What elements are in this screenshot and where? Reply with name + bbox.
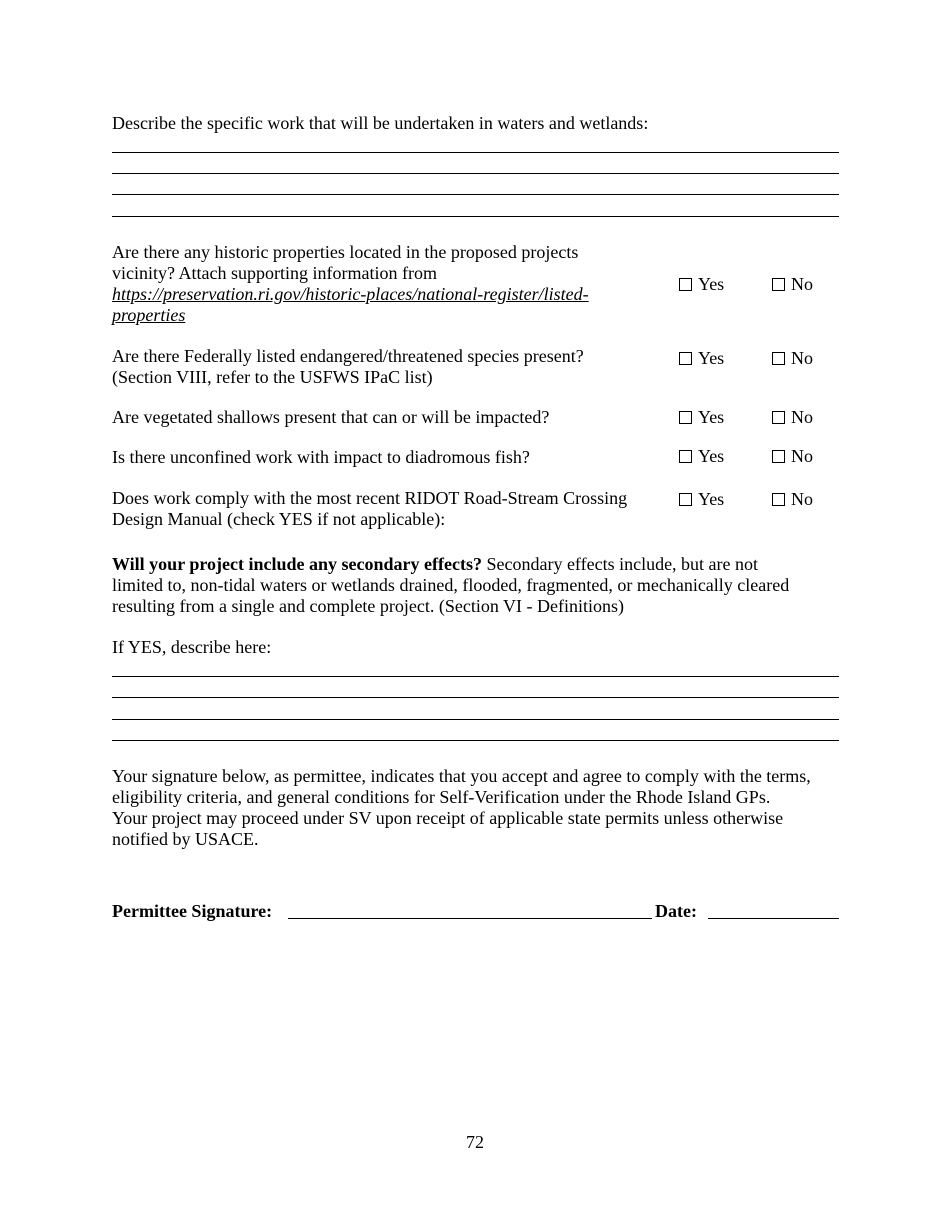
checkbox-icon[interactable]	[772, 411, 785, 424]
checkbox-icon[interactable]	[772, 352, 785, 365]
checkbox-icon[interactable]	[772, 278, 785, 291]
diadromous-fish-yes-checkbox[interactable]	[679, 446, 724, 467]
work-description-line-2[interactable]	[112, 173, 839, 174]
secondary-effects-paragraph	[112, 554, 852, 617]
secondary-effects-line-2: limited to, non-tidal waters or wetlands drained, flooded, fragmented, or mechanically cleared	[112, 575, 790, 595]
question-endangered-species	[112, 346, 672, 388]
checkbox-icon[interactable]	[679, 493, 692, 506]
historic-properties-yes-checkbox[interactable]	[679, 274, 724, 295]
checkbox-icon[interactable]	[679, 450, 692, 463]
secondary-description-line-1[interactable]	[112, 676, 839, 677]
vegetated-shallows-yes-checkbox[interactable]	[679, 407, 724, 428]
checkbox-icon[interactable]	[772, 450, 785, 463]
agreement-line: eligibility criteria, and general conditions for Self-Verification under the Rhode Island GPs.	[112, 787, 771, 807]
work-description-prompt: Describe the specific work that will be undertaken in waters and wetlands:	[112, 113, 649, 133]
no-label: No	[791, 348, 813, 368]
work-description-line-1[interactable]	[112, 152, 839, 153]
no-label: No	[791, 446, 813, 466]
ridot-compliance-no-checkbox[interactable]	[772, 489, 813, 510]
signature-row	[112, 901, 839, 923]
permittee-signature-field[interactable]	[288, 901, 652, 919]
no-label: No	[791, 489, 813, 509]
if-yes-prompt: If YES, describe here:	[112, 637, 272, 657]
question-diadromous-fish	[112, 447, 672, 468]
secondary-description-line-3[interactable]	[112, 719, 839, 720]
historic-properties-no-checkbox[interactable]	[772, 274, 813, 295]
yes-label: Yes	[698, 489, 725, 509]
date-field[interactable]	[708, 901, 839, 919]
agreement-line: Your project may proceed under SV upon receipt of applicable state permits unless otherwise	[112, 808, 784, 828]
secondary-effects-definition: Secondary effects include, but are not	[481, 554, 759, 574]
no-label: No	[791, 274, 813, 294]
ridot-compliance-yes-checkbox[interactable]	[679, 489, 724, 510]
checkbox-icon[interactable]	[679, 278, 692, 291]
date-label: Date:	[655, 901, 697, 921]
checkbox-icon[interactable]	[679, 411, 692, 424]
work-description-line-4[interactable]	[112, 216, 839, 217]
question-text-line: Are there any historic properties located in the proposed projects	[112, 242, 579, 262]
question-text-line: (Section VIII, refer to the USFWS IPaC list)	[112, 367, 433, 387]
question-ridot-compliance	[112, 488, 672, 530]
secondary-effects-question: Will your project include any secondary effects?	[112, 554, 482, 574]
agreement-line: notified by USACE.	[112, 829, 259, 849]
question-text-line: Does work comply with the most recent RIDOT Road-Stream Crossing	[112, 488, 628, 508]
checkbox-icon[interactable]	[772, 493, 785, 506]
no-label: No	[791, 407, 813, 427]
question-text-line: Are there Federally listed endangered/threatened species present?	[112, 346, 584, 366]
yes-label: Yes	[698, 348, 725, 368]
yes-label: Yes	[698, 407, 725, 427]
vegetated-shallows-no-checkbox[interactable]	[772, 407, 813, 428]
question-vegetated-shallows	[112, 407, 672, 428]
secondary-effects-line-3: resulting from a single and complete project. (Section VI - Definitions)	[112, 596, 625, 616]
question-text-line: Is there unconfined work with impact to diadromous fish?	[112, 447, 530, 467]
question-text-line: Design Manual (check YES if not applicable):	[112, 509, 446, 529]
endangered-species-no-checkbox[interactable]	[772, 348, 813, 369]
secondary-description-line-2[interactable]	[112, 697, 839, 698]
secondary-effects-line-1	[112, 554, 852, 575]
diadromous-fish-no-checkbox[interactable]	[772, 446, 813, 467]
page-number: 72	[466, 1132, 484, 1152]
historic-register-link[interactable]: https://preservation.ri.gov/historic-places/national-register/listed-	[112, 284, 589, 304]
question-text-line: Are vegetated shallows present that can or will be impacted?	[112, 407, 550, 427]
permittee-signature-label: Permittee Signature:	[112, 901, 273, 921]
checkbox-icon[interactable]	[679, 352, 692, 365]
question-historic-properties	[112, 242, 672, 326]
yes-label: Yes	[698, 446, 725, 466]
endangered-species-yes-checkbox[interactable]	[679, 348, 724, 369]
agreement-line: Your signature below, as permittee, indicates that you accept and agree to comply with the terms,	[112, 766, 811, 786]
yes-label: Yes	[698, 274, 725, 294]
agreement-paragraph	[112, 766, 852, 850]
historic-register-link-continued[interactable]: properties	[112, 305, 186, 325]
secondary-description-line-4[interactable]	[112, 740, 839, 741]
work-description-line-3[interactable]	[112, 194, 839, 195]
question-text-line: vicinity? Attach supporting information from	[112, 263, 437, 283]
